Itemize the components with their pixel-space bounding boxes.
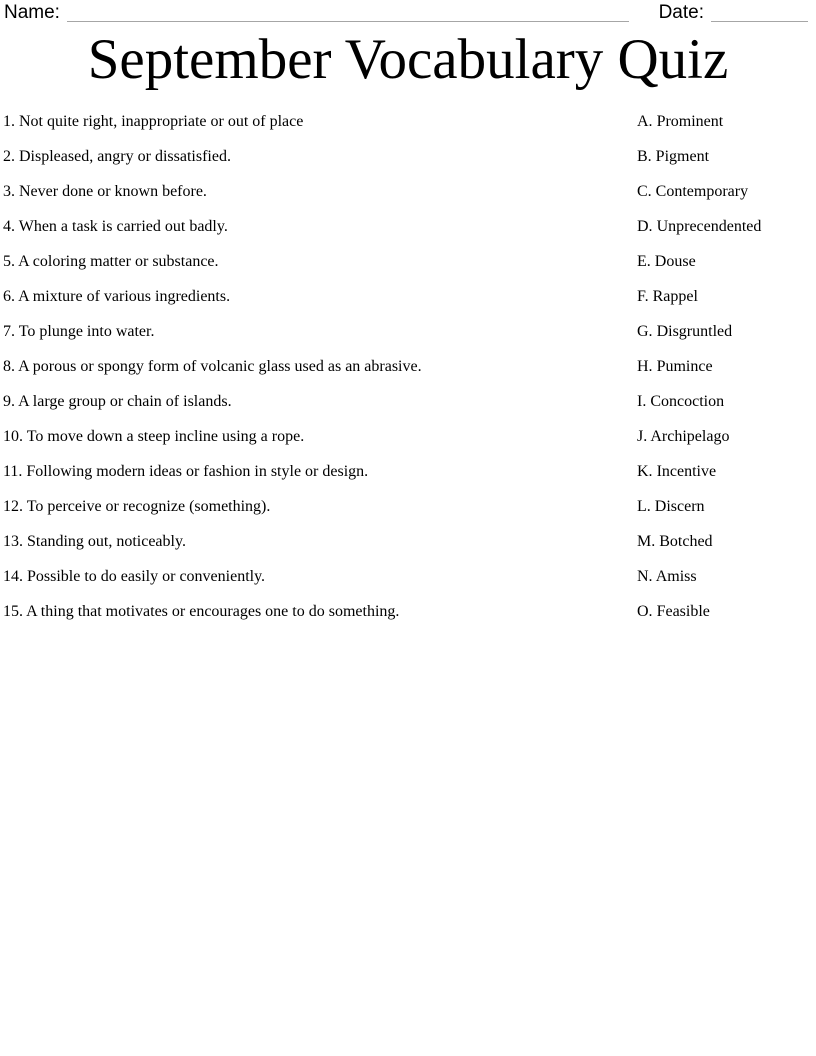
- name-blank-line: [67, 3, 629, 22]
- question-text: To perceive or recognize (something).: [26, 498, 271, 515]
- answer-letter: D.: [637, 218, 653, 235]
- answer-item: [637, 104, 816, 139]
- question-item: [3, 174, 637, 209]
- answer-item: [637, 349, 816, 384]
- header: [4, 2, 808, 24]
- question-text: To plunge into water.: [18, 323, 155, 340]
- question-item: [3, 489, 637, 524]
- question-item: [3, 419, 637, 454]
- answer-letter: J.: [637, 428, 648, 445]
- question-number: 8.: [3, 358, 15, 375]
- question-item: [3, 349, 637, 384]
- answer-word: Contemporary: [655, 183, 749, 200]
- question-number: 1.: [3, 113, 15, 130]
- answer-word: Pumince: [656, 358, 713, 375]
- page-title: September Vocabulary Quiz: [87, 28, 729, 91]
- question-number: 10.: [3, 428, 23, 445]
- answer-word: Botched: [659, 533, 713, 550]
- answer-word: Rappel: [652, 288, 698, 305]
- question-number: 13.: [3, 533, 23, 550]
- question-text: Displeased, angry or dissatisfied.: [19, 148, 231, 165]
- question-text: Possible to do easily or conveniently.: [27, 568, 266, 585]
- answer-letter: N.: [637, 568, 653, 585]
- answer-letter: L.: [637, 498, 651, 515]
- answer-word: Douse: [654, 253, 696, 270]
- answer-item: [637, 139, 816, 174]
- answer-item: [637, 209, 816, 244]
- answer-word: Amiss: [655, 568, 697, 585]
- answer-letter: B.: [637, 148, 652, 165]
- answer-word: Concoction: [650, 393, 725, 410]
- answer-item: [637, 524, 816, 559]
- question-item: [3, 139, 637, 174]
- answer-letter: C.: [637, 183, 652, 200]
- question-item: [3, 384, 637, 419]
- question-text: A large group or chain of islands.: [18, 393, 232, 410]
- question-item: [3, 559, 637, 594]
- question-number: 7.: [3, 323, 15, 340]
- questions-column: [0, 104, 637, 629]
- answer-item: [637, 559, 816, 594]
- answer-word: Feasible: [656, 603, 710, 620]
- question-item: [3, 454, 637, 489]
- answer-word: Discern: [654, 498, 705, 515]
- question-number: 4.: [3, 218, 15, 235]
- question-number: 2.: [3, 148, 15, 165]
- answer-item: [637, 454, 816, 489]
- question-number: 9.: [3, 393, 15, 410]
- question-text: A mixture of various ingredients.: [18, 288, 231, 305]
- question-item: [3, 244, 637, 279]
- question-number: 14.: [3, 568, 23, 585]
- answer-letter: M.: [637, 533, 656, 550]
- answer-word: Unprecendented: [656, 218, 762, 235]
- question-number: 6.: [3, 288, 15, 305]
- answer-word: Archipelago: [650, 428, 730, 445]
- question-number: 12.: [3, 498, 23, 515]
- question-text: A coloring matter or substance.: [18, 253, 219, 270]
- date-label: Date:: [658, 2, 704, 23]
- answer-letter: A.: [637, 113, 653, 130]
- answer-letter: O.: [637, 603, 653, 620]
- question-item: [3, 104, 637, 139]
- question-text: A porous or spongy form of volcanic glass used as an abrasive.: [18, 358, 422, 375]
- answer-item: [637, 419, 816, 454]
- answer-word: Incentive: [656, 463, 717, 480]
- name-label: Name:: [4, 2, 60, 23]
- answer-item: [637, 489, 816, 524]
- answer-letter: H.: [637, 358, 653, 375]
- question-item: [3, 279, 637, 314]
- question-text: To move down a steep incline using a rope.: [26, 428, 305, 445]
- answer-item: [637, 174, 816, 209]
- question-text: Following modern ideas or fashion in style or design.: [26, 463, 369, 480]
- answer-letter: I.: [637, 393, 647, 410]
- answer-item: [637, 244, 816, 279]
- answers-column: [637, 104, 816, 629]
- answer-item: [637, 384, 816, 419]
- answer-item: [637, 279, 816, 314]
- answer-letter: G.: [637, 323, 653, 340]
- question-text: Standing out, noticeably.: [27, 533, 186, 550]
- answer-word: Prominent: [656, 113, 724, 130]
- answer-item: [637, 314, 816, 349]
- question-item: [3, 209, 637, 244]
- quiz-body: [0, 104, 816, 629]
- answer-letter: K.: [637, 463, 653, 480]
- answer-letter: E.: [637, 253, 651, 270]
- question-text: Never done or known before.: [19, 183, 207, 200]
- date-blank-line: [711, 3, 808, 22]
- answer-item: [637, 594, 816, 629]
- question-item: [3, 594, 637, 629]
- question-text: When a task is carried out badly.: [18, 218, 228, 235]
- question-item: [3, 524, 637, 559]
- answer-word: Disgruntled: [656, 323, 733, 340]
- question-number: 11.: [3, 463, 23, 480]
- question-number: 5.: [3, 253, 15, 270]
- question-number: 15.: [3, 603, 23, 620]
- question-text: A thing that motivates or encourages one to do something.: [26, 603, 400, 620]
- question-item: [3, 314, 637, 349]
- question-number: 3.: [3, 183, 15, 200]
- answer-word: Pigment: [655, 148, 710, 165]
- answer-letter: F.: [637, 288, 649, 305]
- question-text: Not quite right, inappropriate or out of place: [19, 113, 304, 130]
